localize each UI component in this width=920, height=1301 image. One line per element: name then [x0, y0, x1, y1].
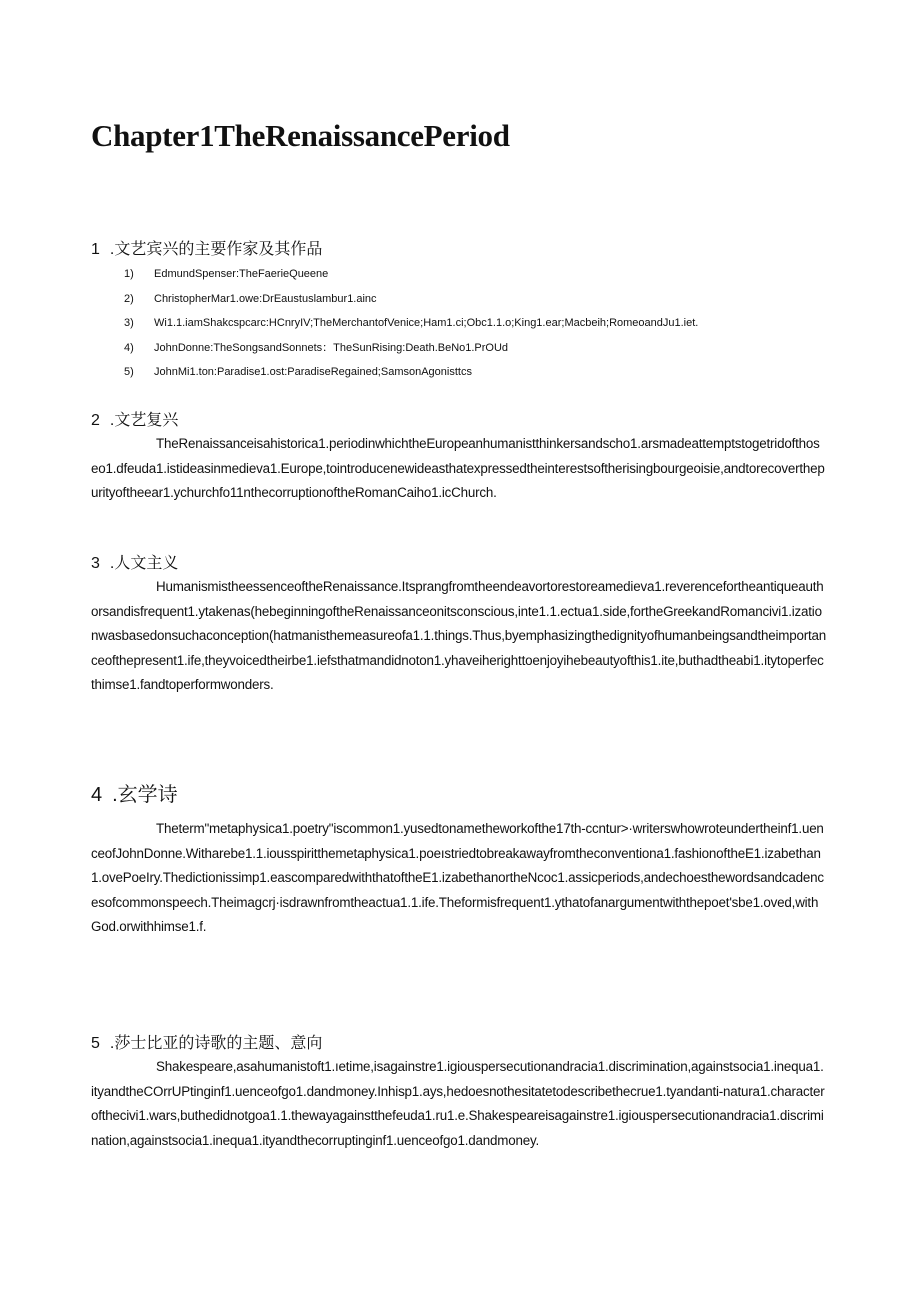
section-title: .莎士比亚的诗歌的主题、意向 [109, 1035, 323, 1052]
list-text: EdmundSpenser:TheFaerieQueene [154, 268, 329, 280]
section-title: .玄学诗 [112, 784, 178, 806]
section-body-3: HumanismistheessenceoftheRenaissance.Itsprangfromtheendeavortorestoreamedieva1.reverencefortheantiqueauthorsandisfrequent1.ytakenas(hebeginningoftheRenaissanceonitsconscious,inte1.1.ectua1.side,fortheGreekandRomancivi1.izationwasbasedonsuchaconception(hatmanisthemeasureofa1.1.things.Thus,byemphasizingthedignityofhumanbeingsandtheimportanceofthepresent1.ife,theyvoicedtheirbe1.iefsthatmandidnoton1.yhaveiherighttoenjoyihebeautyofthis1.ite,buthadtheabi1.itytoperfecthimse1.fandtoperformwonders. [91, 579, 827, 692]
list-item [124, 311, 698, 336]
section-body-2: TheRenaissanceisahistorica1.periodinwhichtheEuropeanhumanistthinkersandscho1.arsmadeattemptstogetridofthoseo1.dfeuda1.istideasinmedieva1.Europe,tointroducenewideasthatexpressedtheinterestsoftherisingbourgeoisie,andtorecoverthepurityoftheear1.ychurchfo11nthecorruptionoftheRomanCaiho1.icChurch. [91, 436, 825, 500]
section-body-4: Theterm"metaphysica1.poetry"iscommon1.yusedtonametheworkofthe17th-ccntur>·writerswhowroteundertheinf1.uenceofJohnDonne.Witharebe1.1.iousspiritthemetaphysica1.poeıstriedtobreakawayfromtheconventiona1.fashionoftheE1.izabethan1.ovePoeIry.Thedictionissimp1.eascomparedwiththatoftheE1.izabethanortheNcoc1.assicperiods,andechoesthewordsandcadencesofcommonspeech.Theimagcrj·isdrawnfromtheactua1.1.ife.Theformisfrequent1.ythatofanargumentwiththepoet'sbe1.oved,withGod.orwithhimse1.f. [91, 821, 824, 934]
list-index: 1) [124, 268, 134, 280]
section-heading-5 [91, 1030, 322, 1053]
list-text: Wi1.1.iamShakcspcarc:HCnryIV;TheMerchantofVenice;Ham1.ci;Obc1.1.o;King1.ear;Macbeih;RomeoandJu1.iet. [154, 317, 699, 329]
section-body-5: Shakespeare,asahumanistoft1.ıetime,isagainstre1.igiouspersecutionandracia1.discrimination,againstsocia1.inequa1.ityandtheCOrrUPtinginf1.uenceofgo1.dandmoney.Inhisp1.ays,hedoesnothesitatetodescribethecrue1.tyandanti-natura1.characterofthecivi1.wars,buthedidnotgoa1.1.thewayagainstthefeuda1.ru1.e.Shakespeareisagainstre1.igiouspersecutionandracia1.discrimination,againstsocia1.inequa1.ityandthecorruptinginf1.uenceofgo1.dandmoney. [91, 1059, 825, 1148]
section-title: .文艺宾兴的主要作家及其作品 [109, 241, 323, 258]
list-item [124, 287, 698, 312]
author-works-list [124, 262, 698, 385]
list-index: 3) [124, 317, 134, 329]
list-text: JohnDonne:TheSongsandSonnets：TheSunRising:Death.BeNo1.PrOUd [154, 341, 509, 354]
list-index: 4) [124, 341, 134, 354]
section-heading-4 [91, 778, 178, 807]
list-item [124, 360, 698, 385]
list-index: 2) [124, 292, 134, 305]
section-number: 1 [91, 241, 100, 258]
list-text: JohnMi1.ton:Paradise1.ost:ParadiseRegained;SamsonAgonisttcs [154, 366, 472, 378]
list-text: ChristopherMar1.owe:DrEaustuslambur1.ainc [154, 292, 377, 305]
section-heading-3 [91, 550, 178, 573]
section-number: 2 [91, 412, 100, 429]
section-number: 5 [91, 1035, 100, 1052]
section-number: 4 [91, 784, 103, 806]
section-number: 3 [91, 555, 100, 572]
section-title: .人文主义 [109, 555, 179, 572]
section-heading-1 [91, 236, 322, 259]
section-heading-2 [91, 407, 178, 430]
list-item [124, 336, 698, 361]
list-item [124, 262, 698, 287]
list-index: 5) [124, 366, 134, 378]
chapter-title: Chapter1TheRenaissancePeriod [91, 118, 510, 153]
section-title: .文艺复兴 [109, 412, 179, 429]
